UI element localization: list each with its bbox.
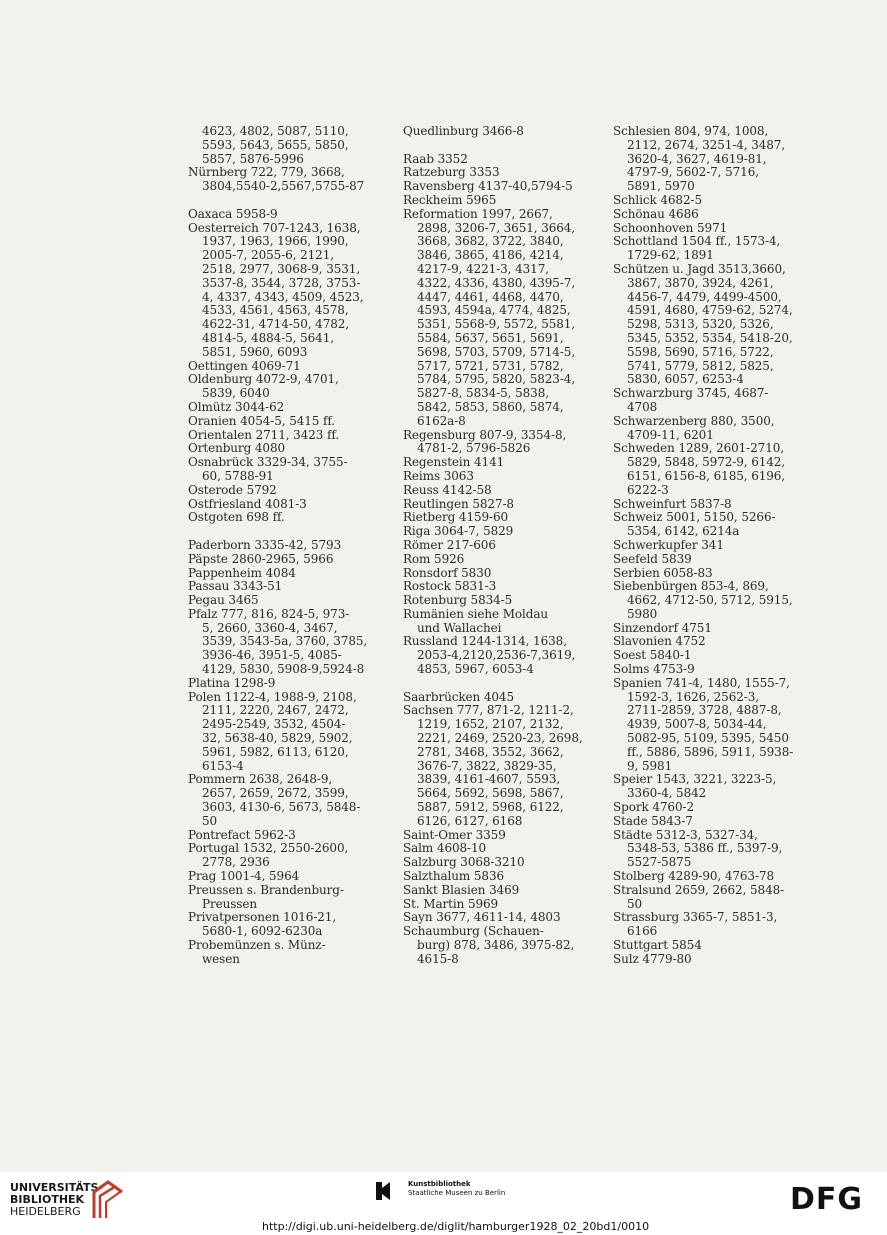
index-line: 5351, 5568-9, 5572, 5581, [417, 318, 576, 332]
index-line: Riga 3064-7, 5829 [403, 525, 514, 539]
index-line: Ostgoten 698 ff. [188, 511, 285, 525]
index-line: 5741, 5779, 5812, 5825, [627, 359, 774, 373]
index-line: Ortenburg 4080 [188, 442, 286, 456]
index-line: 4709-11, 6201 [627, 428, 714, 442]
index-line: 4939, 5007-8, 5034-44, [627, 718, 767, 732]
index-line: 4591, 4680, 4759-62, 5274, [627, 304, 793, 318]
index-line: Probemünzen s. Münz- [188, 939, 326, 953]
index-line: Spanien 741-4, 1480, 1555-7, [613, 676, 790, 690]
heidelberg-logo-icon [90, 1178, 126, 1222]
index-line: Salzburg 3068-3210 [403, 856, 525, 870]
index-line: Rotenburg 5834-5 [403, 594, 513, 608]
index-line: 4814-5, 4884-5, 5641, [202, 331, 334, 345]
index-line: Serbien 6058-83 [613, 566, 713, 580]
index-line: 6126, 6127, 6168 [417, 814, 523, 828]
index-line: 4, 4337, 4343, 4509, 4523, [202, 290, 364, 304]
index-line: 4217-9, 4221-3, 4317, [417, 262, 549, 276]
index-line: Oettingen 4069-71 [188, 359, 301, 373]
index-line: Schlesien 804, 974, 1008, [613, 125, 769, 138]
index-line: Pfalz 777, 816, 824-5, 973- [188, 607, 350, 621]
index-line: Stade 5843-7 [613, 814, 693, 828]
index-line: 4129, 5830, 5908-9,5924-8 [202, 663, 365, 677]
index-line: 9, 5981 [627, 759, 673, 773]
index-line: 5891, 5970 [627, 180, 695, 194]
index-line: Oranien 4054-5, 5415 ff. [188, 414, 336, 428]
index-line: 5961, 5982, 6113, 6120, [202, 745, 349, 759]
index-line: 3537-8, 3544, 3728, 3753- [202, 276, 361, 290]
index-line: 5827-8, 5834-5, 5838, [417, 387, 549, 401]
index-line: Römer 217-606 [403, 538, 496, 552]
index-line: Ostfriesland 4081-3 [188, 497, 307, 511]
index-line: Spork 4760-2 [613, 801, 694, 815]
index-line: 5717, 5721, 5731, 5782, [417, 359, 564, 373]
index-line: Preussen [202, 897, 257, 911]
spacer-line [403, 677, 583, 691]
index-line: 5842, 5853, 5860, 5874, [417, 400, 564, 414]
index-line: 6162a-8 [417, 414, 466, 428]
index-line: Städte 5312-3, 5327-34, [613, 828, 758, 842]
dfg-logo: DFG [790, 1182, 864, 1217]
index-line: 2112, 2674, 3251-4, 3487, [627, 138, 786, 152]
index-line: Paderborn 3335-42, 5793 [188, 538, 342, 552]
index-line: Privatpersonen 1016-21, [188, 911, 337, 925]
index-line: 3846, 3865, 4186, 4214, [417, 249, 564, 263]
index-line: Russland 1244-1314, 1638, [403, 635, 567, 649]
index-line: Regensburg 807-9, 3354-8, [403, 428, 567, 442]
index-line: 4797-9, 5602-7, 5716, [627, 166, 759, 180]
kb-line-1: Kunstbibliothek [408, 1180, 471, 1188]
index-line: 6222-3 [627, 483, 669, 497]
permalink-url[interactable]: http://digi.ub.uni-heidelberg.de/diglit/hamburger1928_02_20bd1/0010 [262, 1220, 650, 1233]
index-line: Pegau 3465 [188, 594, 259, 608]
index-line: 5593, 5643, 5655, 5850, [202, 138, 349, 152]
index-line: 5829, 5848, 5972-9, 6142, [627, 456, 786, 470]
index-line: 5698, 5703, 5709, 5714-5, [417, 345, 576, 359]
index-line: Schwarzburg 3745, 4687- [613, 387, 769, 401]
index-line: Pontrefact 5962-3 [188, 828, 296, 842]
index-line: Stolberg 4289-90, 4763-78 [613, 870, 774, 884]
index-line: 2657, 2659, 2672, 3599, [202, 787, 349, 801]
index-line: 1729-62, 1891 [627, 249, 714, 263]
index-line: Pappenheim 4084 [188, 566, 296, 580]
index-line: Rietberg 4159-60 [403, 511, 509, 525]
index-line: Passau 3343-51 [188, 580, 283, 594]
index-line: 3804,5540-2,5567,5755-87 [202, 180, 365, 194]
index-line: Sankt Blasien 3469 [403, 883, 520, 897]
index-line: 1592-3, 1626, 2562-3, [627, 690, 759, 704]
index-line: 4533, 4561, 4563, 4578, [202, 304, 349, 318]
index-line: Sulz 4779-80 [613, 952, 692, 966]
index-line: Salm 4608-10 [403, 842, 487, 856]
index-line: Osterode 5792 [188, 483, 277, 497]
index-line: 5839, 6040 [202, 387, 270, 401]
index-line: Sayn 3677, 4611-14, 4803 [403, 911, 561, 925]
spacer-line [188, 194, 368, 208]
index-line: 5082-95, 5109, 5395, 5450 [627, 732, 789, 746]
index-line: 3620-4, 3627, 4619-81, [627, 152, 767, 166]
index-line: 5784, 5795, 5820, 5823-4, [417, 373, 576, 387]
index-column-1 [188, 125, 368, 967]
index-line: Schottland 1504 ff., 1573-4, [613, 235, 781, 249]
index-line: Oaxaca 5958-9 [188, 207, 278, 221]
index-line: Schweiz 5001, 5150, 5266- [613, 511, 776, 525]
index-line: 4853, 5967, 6053-4 [417, 663, 534, 677]
index-line: Oesterreich 707-1243, 1638, [188, 221, 361, 235]
index-line: 2495-2549, 3532, 4504- [202, 718, 346, 732]
index-line: Stuttgart 5854 [613, 939, 702, 953]
index-line: 3676-7, 3822, 3829-35, [417, 759, 557, 773]
index-line: Stralsund 2659, 2662, 5848- [613, 883, 785, 897]
index-line: Päpste 2860-2965, 5966 [188, 552, 334, 566]
index-line: Polen 1122-4, 1988-9, 2108, [188, 690, 357, 704]
index-line: 2005-7, 2055-6, 2121, [202, 249, 334, 263]
index-line: 3360-4, 5842 [627, 787, 707, 801]
index-line: 6153-4 [202, 759, 244, 773]
index-line: 5887, 5912, 5968, 6122, [417, 801, 564, 815]
index-line: ff., 5886, 5896, 5911, 5938- [627, 745, 794, 759]
index-line: Pommern 2638, 2648-9, [188, 773, 333, 787]
index-line: 4708 [627, 400, 658, 414]
kunstbibliothek-text [376, 1180, 505, 1198]
index-line: 2053-4,2120,2536-7,3619, [417, 649, 576, 663]
index-line: 1219, 1652, 2107, 2132, [417, 718, 564, 732]
index-line: 4322, 4336, 4380, 4395-7, [417, 276, 576, 290]
index-line: Rumänien siehe Moldau [403, 607, 549, 621]
index-line: Schweden 1289, 2601-2710, [613, 442, 784, 456]
index-line: Prag 1001-4, 5964 [188, 870, 300, 884]
index-line: Quedlinburg 3466-8 [403, 125, 524, 138]
index-line: Platina 1298-9 [188, 676, 276, 690]
index-line: Sachsen 777, 871-2, 1211-2, [403, 704, 574, 718]
index-line: 4781-2, 5796-5826 [417, 442, 531, 456]
index-line: 4615-8 [417, 952, 459, 966]
index-line: 2778, 2936 [202, 856, 270, 870]
index-line: Schweinfurt 5837-8 [613, 497, 732, 511]
index-line: 5354, 6142, 6214a [627, 525, 740, 539]
index-line: Oldenburg 4072-9, 4701, [188, 373, 339, 387]
index-line: Soest 5840-1 [613, 649, 692, 663]
index-line: Schoonhoven 5971 [613, 221, 728, 235]
index-line: Raab 3352 [403, 152, 468, 166]
index-line: 4456-7, 4479, 4499-4500, [627, 290, 782, 304]
index-line: Reckheim 5965 [403, 193, 497, 207]
index-column-3 [613, 125, 795, 967]
index-line: 4622-31, 4714-50, 4782, [202, 318, 350, 332]
index-line: Siebenbürgen 853-4, 869, [613, 580, 769, 594]
index-line: Reformation 1997, 2667, [403, 207, 553, 221]
spacer-line [188, 525, 368, 539]
index-line: 5348-53, 5386 ff., 5397-9, [627, 842, 783, 856]
index-line: 3867, 3870, 3924, 4261, [627, 276, 774, 290]
index-line: Regenstein 4141 [403, 456, 505, 470]
index-line: Schützen u. Jagd 3513,3660, [613, 262, 786, 276]
index-line: Slavonien 4752 [613, 635, 706, 649]
index-line: burg) 878, 3486, 3975-82, [417, 939, 575, 953]
index-line: 3603, 4130-6, 5673, 5848- [202, 801, 361, 815]
index-line: Schaumburg (Schauen- [403, 925, 544, 939]
index-line: 5345, 5352, 5354, 5418-20, [627, 331, 793, 345]
uni-line-2: BIBLIOTHEK [10, 1193, 85, 1206]
index-line: Solms 4753-9 [613, 663, 695, 677]
index-line: Saarbrücken 4045 [403, 690, 514, 704]
index-line: 60, 5788-91 [202, 469, 274, 483]
index-line: 5, 2660, 3360-4, 3467, [202, 621, 338, 635]
index-line: Schlick 4682-5 [613, 193, 702, 207]
index-line: Orientalen 2711, 3423 ff. [188, 428, 339, 442]
index-line: 5680-1, 6092-6230a [202, 925, 323, 939]
index-line: 2898, 3206-7, 3651, 3664, [417, 221, 576, 235]
index-line: Ravensberg 4137-40,5794-5 [403, 180, 573, 194]
index-line: und Wallachei [417, 621, 502, 635]
index-line: 4447, 4461, 4468, 4470, [417, 290, 564, 304]
index-line: 5980 [627, 607, 658, 621]
index-line: Olmütz 3044-62 [188, 400, 285, 414]
index-line: Schwerkupfer 341 [613, 538, 724, 552]
index-line: 2518, 2977, 3068-9, 3531, [202, 262, 361, 276]
index-line: 5664, 5692, 5698, 5867, [417, 787, 564, 801]
index-line: Salzthalum 5836 [403, 870, 505, 884]
index-line: 5527-5875 [627, 856, 692, 870]
index-line: 4623, 4802, 5087, 5110, [202, 125, 349, 138]
index-line: 5830, 6057, 6253-4 [627, 373, 744, 387]
index-line: Osnabrück 3329-34, 3755- [188, 456, 348, 470]
index-line: 3839, 4161-4607, 5593, [417, 773, 561, 787]
index-line: 2221, 2469, 2520-23, 2698, [417, 732, 583, 746]
index-line: Schönau 4686 [613, 207, 699, 221]
index-line: 2781, 3468, 3552, 3662, [417, 745, 564, 759]
index-line: 6166 [627, 925, 658, 939]
index-line: 4662, 4712-50, 5712, 5915, [627, 594, 793, 608]
index-line: 32, 5638-40, 5829, 5902, [202, 732, 353, 746]
index-line: Rostock 5831-3 [403, 580, 497, 594]
index-line: Portugal 1532, 2550-2600, [188, 842, 349, 856]
index-line: 50 [202, 814, 218, 828]
index-line: Saint-Omer 3359 [403, 828, 506, 842]
index-line: Nürnberg 722, 779, 3668, [188, 166, 345, 180]
index-line: Preussen s. Brandenburg- [188, 883, 344, 897]
index-line: 4593, 4594a, 4774, 4825, [417, 304, 571, 318]
index-line: 2111, 2220, 2467, 2472, [202, 704, 349, 718]
index-line: Reuss 4142-58 [403, 483, 492, 497]
index-line: Speier 1543, 3221, 3223-5, [613, 773, 777, 787]
index-column-2 [403, 125, 583, 967]
index-line: 5598, 5690, 5716, 5722, [627, 345, 774, 359]
index-line: 2711-2859, 3728, 4887-8, [627, 704, 782, 718]
kb-line-2: Staatliche Museen zu Berlin [408, 1189, 506, 1197]
index-line: 5857, 5876-5996 [202, 152, 304, 166]
index-line: 50 [627, 897, 643, 911]
index-line: 1937, 1963, 1966, 1990, [202, 235, 349, 249]
index-line: Strassburg 3365-7, 5851-3, [613, 911, 778, 925]
index-line: Reims 3063 [403, 469, 474, 483]
index-line: 3668, 3682, 3722, 3840, [417, 235, 564, 249]
index-line: Ratzeburg 3353 [403, 166, 500, 180]
index-line: 3936-46, 3951-5, 4085- [202, 649, 342, 663]
uni-line-3: HEIDELBERG [10, 1205, 81, 1218]
index-line: 3539, 3543-5a, 3760, 3785, [202, 635, 368, 649]
index-line: Schwarzenberg 880, 3500, [613, 414, 775, 428]
uni-line-1: UNIVERSITÄTS- [10, 1181, 104, 1194]
index-line: 6151, 6156-8, 6185, 6196, [627, 469, 786, 483]
spacer-line [403, 139, 583, 153]
library-footer [0, 1172, 887, 1235]
index-line: Rom 5926 [403, 552, 465, 566]
index-line: Reutlingen 5827-8 [403, 497, 514, 511]
index-line: Seefeld 5839 [613, 552, 692, 566]
index-line: 5584, 5637, 5651, 5691, [417, 331, 564, 345]
index-line: Ronsdorf 5830 [403, 566, 492, 580]
index-line: St. Martin 5969 [403, 897, 499, 911]
index-line: wesen [202, 952, 240, 966]
index-line: 5298, 5313, 5320, 5326, [627, 318, 774, 332]
index-line: Sinzendorf 4751 [613, 621, 712, 635]
index-line: 5851, 5960, 6093 [202, 345, 308, 359]
